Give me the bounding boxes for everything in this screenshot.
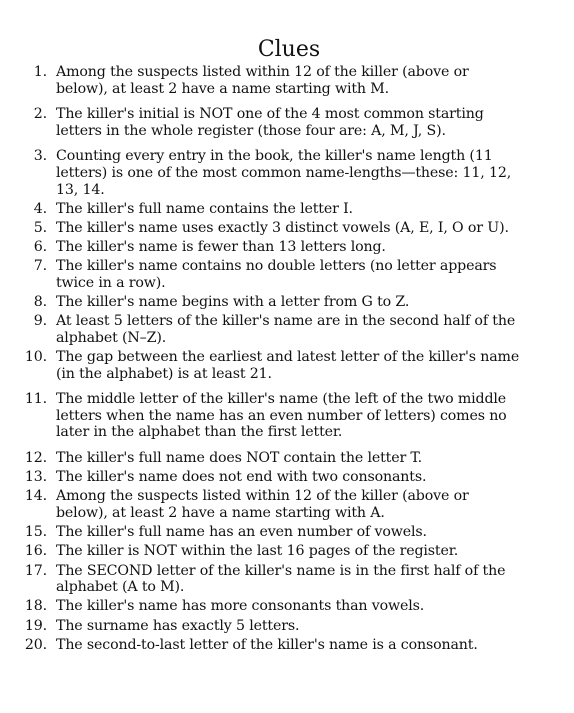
clue-number: 18.: [24, 598, 47, 615]
clue-number: 11.: [24, 391, 47, 408]
clue-text: Counting every entry in the book, the killer's name length (11 letters) is one of the most common name-lengths—these: 11, 12, 13, 14.: [56, 148, 512, 198]
clue-number: 7.: [33, 258, 47, 275]
clue-text: The killer's full name has an even number of vowels.: [56, 524, 427, 541]
clue-text: The middle letter of the killer's name (the left of the two middle letters when the name has an even number of letters) comes no later in the alphabet than the first letter.: [56, 391, 507, 441]
clue-text: At least 5 letters of the killer's name are in the second half of the alphabet (N–Z).: [56, 313, 516, 346]
clue-number: 19.: [24, 617, 47, 634]
clue-text: Among the suspects listed within 12 of the killer (above or below), at least 2 have a name starting with A.: [56, 488, 469, 521]
page-title: Clues: [257, 37, 321, 62]
clue-item: [0, 349, 574, 382]
clue-item: [0, 563, 574, 596]
clue-text: The second-to-last letter of the killer's name is a consonant.: [56, 636, 478, 653]
clue-item: [0, 598, 574, 615]
clue-text: The killer's name has more consonants than vowels.: [56, 598, 425, 615]
clue-number: 17.: [24, 562, 47, 579]
clue-text: The killer's name contains no double letters (no letter appears twice in a row).: [56, 258, 497, 291]
clue-item: [0, 543, 574, 560]
clue-number: 2.: [33, 106, 47, 123]
clue-text: The killer's name uses exactly 3 distinct vowels (A, E, I, O or U).: [56, 219, 509, 236]
clue-text: The killer is NOT within the last 16 pages of the register.: [56, 543, 459, 560]
clue-item: [0, 524, 574, 541]
clue-item: [0, 618, 574, 635]
clue-text: The killer's name begins with a letter from G to Z.: [56, 294, 410, 311]
clue-text: The killer's name does not end with two consonants.: [56, 469, 427, 486]
clue-item: [0, 64, 574, 97]
clue-number: 6.: [33, 239, 47, 256]
clue-item: [0, 258, 574, 291]
clue-item: [0, 450, 574, 467]
clue-number: 8.: [33, 294, 47, 311]
clue-number: 1.: [33, 64, 47, 80]
clue-item: [0, 239, 574, 256]
clue-item: [0, 637, 574, 654]
clue-item: [0, 488, 574, 521]
clue-text: Among the suspects listed within 12 of the killer (above or below), at least 2 have a name starting with M.: [56, 64, 469, 97]
clue-number: 12.: [24, 450, 47, 467]
clue-number: 15.: [24, 524, 47, 541]
clue-text: The killer's full name contains the letter I.: [56, 200, 353, 217]
clue-item: [0, 313, 574, 346]
clue-text: The killer's name is fewer than 13 letters long.: [56, 239, 386, 256]
clue-number: 16.: [24, 543, 47, 560]
clue-item: [0, 220, 574, 237]
clue-list: [0, 64, 574, 656]
clue-item: [0, 294, 574, 311]
clue-number: 13.: [24, 469, 47, 486]
clue-item: [0, 201, 574, 218]
clue-item: [0, 469, 574, 486]
clue-text: The gap between the earliest and latest letter of the killer's name (in the alphabet) is at least 21.: [56, 349, 520, 382]
clue-item: [0, 148, 574, 198]
clue-number: 3.: [33, 148, 47, 165]
clue-number: 14.: [24, 488, 47, 505]
clue-text: The killer's full name does NOT contain the letter T.: [56, 450, 423, 467]
clue-item: [0, 106, 574, 139]
clue-item: [0, 391, 574, 441]
clue-number: 9.: [33, 313, 47, 330]
clue-number: 20.: [24, 636, 47, 653]
clue-text: The killer's initial is NOT one of the 4 most common starting letters in the whole register (those four are: A, M, J, S).: [56, 106, 484, 139]
clue-number: 5.: [33, 219, 47, 236]
clue-text: The SECOND letter of the killer's name is in the first half of the alphabet (A to M).: [56, 562, 506, 596]
clue-number: 4.: [33, 200, 47, 217]
clue-number: 10.: [24, 349, 47, 366]
clue-text: The surname has exactly 5 letters.: [56, 617, 300, 634]
